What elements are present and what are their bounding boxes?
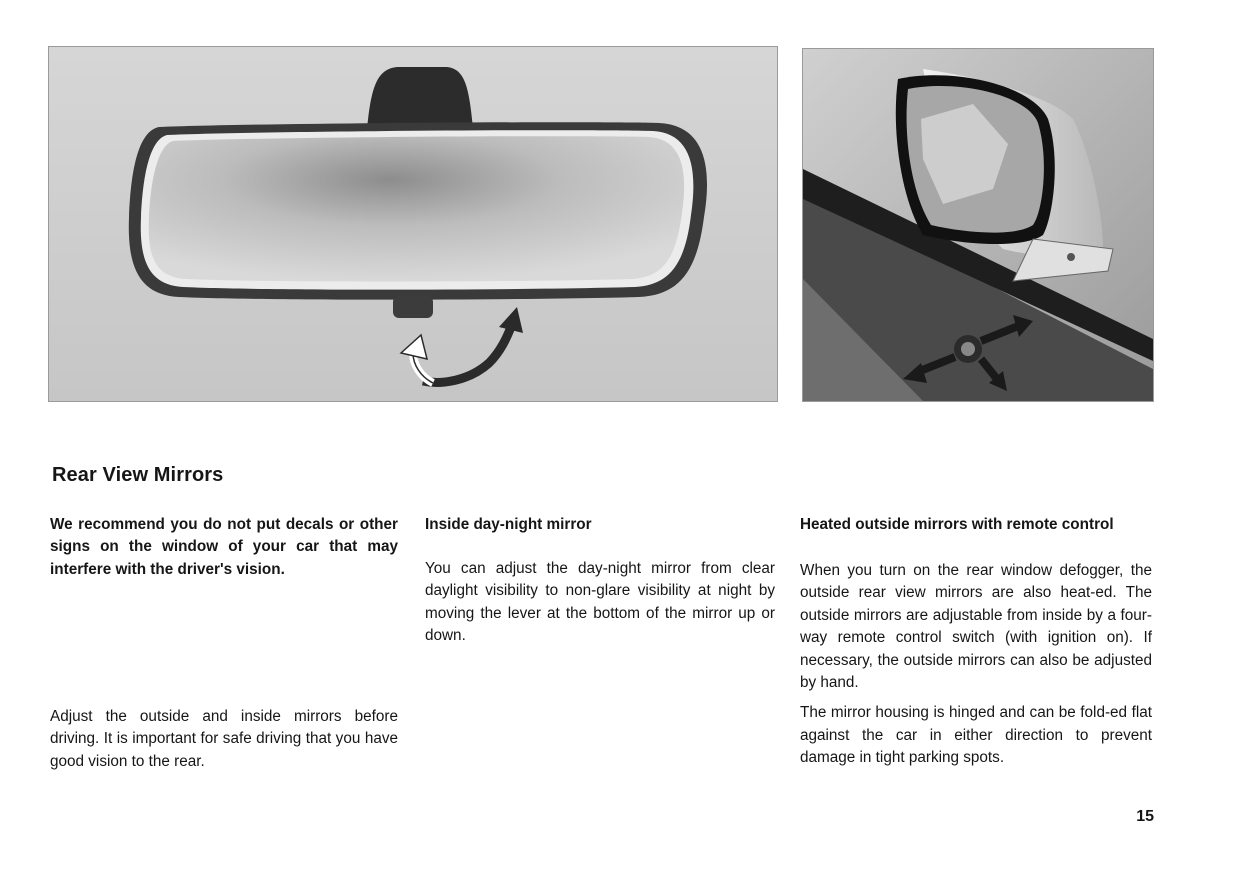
mirror-adjustment-text: Adjust the outside and inside mirrors before driving. It is important for safe driving that you have good vision to the rear. (50, 708, 398, 770)
heated-mirrors-paragraph-2: The mirror housing is hinged and can be fold-ed flat against the car in either direction to prevent damage in tight parking spots. (800, 704, 1152, 767)
mirror-adjustment-note (50, 706, 398, 773)
outside-mirror-illustration (803, 49, 1153, 401)
inside-mirror-photo (48, 46, 778, 402)
page-title: Rear View Mirrors (52, 464, 224, 486)
decals-warning-text: We recommend you do not put decals or other signs on the window of your car that may interfere with the driver's vision. (50, 516, 398, 578)
heated-mirrors-section (800, 560, 1152, 770)
heated-mirrors-heading: Heated outside mirrors with remote control (800, 516, 1114, 533)
page-number: 15 (1136, 808, 1154, 825)
inside-mirror-section (425, 558, 775, 648)
decals-warning (50, 514, 398, 581)
inside-mirror-heading: Inside day-night mirror (425, 516, 592, 533)
outside-mirror-photo (802, 48, 1154, 402)
inside-mirror-text: You can adjust the day-night mirror from clear daylight visibility to non-glare visibility at night by moving the lever at the bottom of the mirror up or down. (425, 560, 775, 645)
heated-mirrors-paragraph-1: When you turn on the rear window defogger, the outside rear view mirrors are also heat-ed. The outside mirrors are adjustable from inside by a four-way remote control switch (with ignition on). If necessary, the outside mirrors can also be adjusted by hand. (800, 562, 1152, 692)
inside-mirror-illustration (49, 47, 777, 401)
